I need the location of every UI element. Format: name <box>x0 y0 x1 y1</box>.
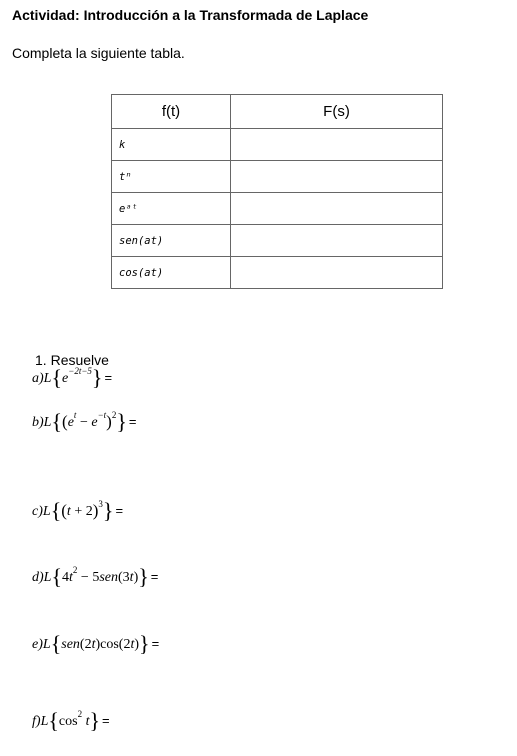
column-header-F: F(s) <box>231 95 443 129</box>
exercise-a: $a)L\{e^{-2t-5}\}$ = <box>32 365 113 390</box>
f-cell-constant: k <box>112 129 231 161</box>
f-cell-sine: sen(at) <box>112 225 231 257</box>
exercise-label: e) <box>32 637 43 652</box>
exercise-d: $d)L\{4t^2 - 5sen(3t)\}$ = <box>32 564 159 589</box>
F-cell-answer[interactable] <box>231 225 443 257</box>
page-title: Actividad: Introducción a la Transformada de Laplace <box>12 7 369 23</box>
exercise-label: a) <box>32 371 44 386</box>
section-number: 1. <box>35 352 47 368</box>
laplace-table <box>111 94 443 289</box>
f-cell-cosine: cos(at) <box>112 257 231 289</box>
table-row <box>112 257 443 289</box>
F-cell-answer[interactable] <box>231 161 443 193</box>
instruction-text: Completa la siguiente tabla. <box>12 45 185 61</box>
exercise-label: f) <box>32 714 41 729</box>
column-header-f: f(t) <box>112 95 231 129</box>
exercise-e: e)L{sen(2t)cos(2t)} = <box>32 631 160 656</box>
exercise-label: b) <box>32 415 44 430</box>
table-row <box>112 193 443 225</box>
table-row <box>112 129 443 161</box>
exercise-c: $c)L\{(t + 2)^3\}$ = <box>32 498 124 523</box>
exercise-b: $b)L\{(e^t - e^{-t})^2\}$ = <box>32 409 137 434</box>
exercise-label: d) <box>32 570 44 585</box>
section-label: Resuelve <box>50 352 109 368</box>
F-cell-answer[interactable] <box>231 129 443 161</box>
F-cell-answer[interactable] <box>231 257 443 289</box>
f-cell-exponential: eᵃᵗ <box>112 193 231 225</box>
table-row <box>112 225 443 257</box>
exercise-label: c) <box>32 504 43 519</box>
f-cell-power: tⁿ <box>112 161 231 193</box>
exercise-f: $f)L\{\cos^2$ t} = <box>32 708 110 733</box>
table-header-row <box>112 95 443 129</box>
table-row <box>112 161 443 193</box>
F-cell-answer[interactable] <box>231 193 443 225</box>
